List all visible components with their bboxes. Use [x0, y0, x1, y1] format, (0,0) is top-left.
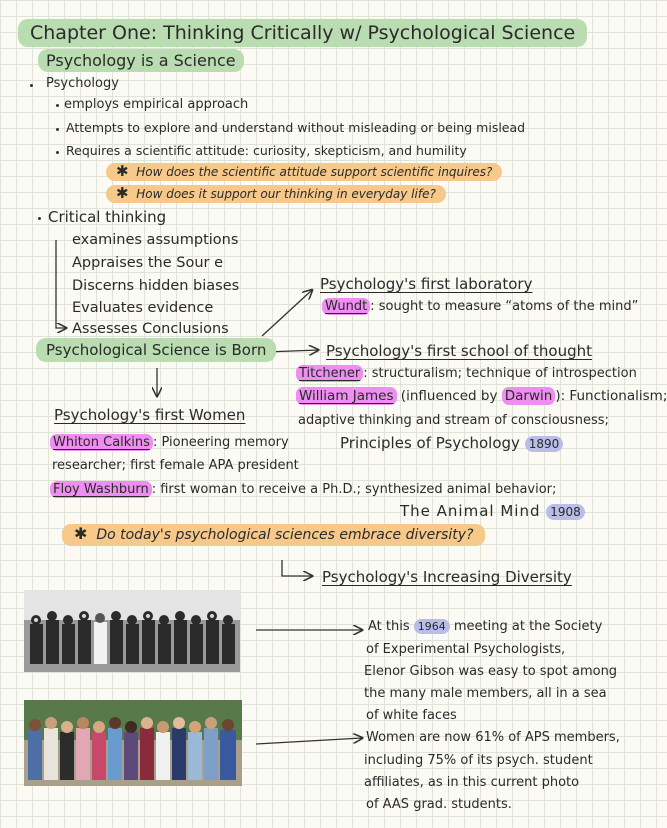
calkins-desc: : Pioneering memory — [152, 435, 289, 450]
photo-1964-meeting — [24, 590, 240, 672]
page-subtitle — [38, 53, 244, 69]
photo2-caption-line: including 75% of its psych. student — [364, 753, 593, 768]
principles-line — [340, 436, 563, 451]
diversity-question — [62, 526, 485, 542]
critical-item: Discerns hidden biases — [72, 278, 240, 294]
photo1-caption-line: of Experimental Psychologists, — [366, 642, 566, 657]
influenced-text: (influenced by — [396, 388, 502, 404]
psychology-point: Requires a scientific attitude: curiosity, skepticism, and humility — [66, 143, 467, 158]
calkins-name: Whiton Calkins — [50, 434, 153, 451]
animal-mind-year: 1908 — [546, 504, 585, 520]
question-text: How does the scientific attitude support scientific inquires? — [136, 165, 493, 179]
calkins-desc2: researcher; first female APA president — [52, 458, 299, 473]
critical-item: examines assumptions — [72, 232, 239, 248]
photo-grad-students — [24, 700, 242, 786]
lab-line — [322, 300, 638, 313]
calkins-line — [50, 436, 289, 449]
washburn-name: Floy Washburn — [50, 481, 152, 498]
bullet-icon — [38, 217, 41, 220]
critical-item: Appraises the Sour e — [72, 255, 224, 271]
photo1-caption-line: of white faces — [366, 708, 457, 723]
question-text: How does it support our thinking in everyday life? — [136, 187, 436, 201]
psychology-point: employs empirical approach — [64, 97, 249, 112]
psychology-point: Attempts to explore and understand without misleading or being mislead — [66, 120, 526, 135]
diversity-heading: Psychology's Increasing Diversity — [322, 568, 572, 586]
animal-mind-line — [400, 504, 585, 519]
caption-pre: At this — [368, 619, 414, 634]
lab-desc: : sought to measure “atoms of the mind” — [370, 299, 639, 314]
title-text: Chapter One: Thinking Critically w/ Psychological Science — [18, 19, 587, 47]
photo-1964-graphic — [24, 590, 240, 672]
photo2-caption-line: affiliates, as in this current photo — [364, 775, 580, 790]
bullet-icon — [56, 104, 59, 107]
photo1-caption-line: the many male members, all in a sea — [364, 686, 607, 701]
asterisk-icon: ✱ — [74, 524, 88, 543]
born-text: Psychological Science is Born — [36, 338, 276, 362]
women-heading: Psychology's first Women — [54, 406, 246, 424]
photo2-caption-line: of AAS grad. students. — [366, 797, 512, 812]
caption-year: 1964 — [414, 619, 450, 634]
darwin-name: Darwin — [502, 387, 556, 405]
titchener-desc: : structuralism; technique of introspection — [363, 366, 637, 381]
photo1-caption-line: Elenor Gibson was easy to spot among — [364, 664, 618, 679]
born-heading — [36, 343, 276, 358]
lab-heading: Psychology's first laboratory — [320, 275, 533, 293]
diversity-question-text: Do today's psychological sciences embrace diversity? — [96, 527, 474, 543]
caption-post: meeting at the Society — [449, 619, 603, 634]
james-line — [296, 390, 667, 404]
asterisk-icon: ✱ — [116, 162, 129, 180]
critical-heading: Critical thinking — [48, 208, 167, 226]
bullet-icon — [56, 151, 59, 154]
bullet-icon — [56, 128, 59, 131]
school-heading: Psychology's first school of thought — [326, 342, 593, 360]
principles-year: 1890 — [525, 436, 564, 452]
bullet-icon — [30, 84, 33, 87]
wundt-name: Wundt — [322, 298, 370, 315]
photo-grad-students-graphic — [24, 700, 242, 786]
school-line2: adaptive thinking and stream of consciousness; — [298, 413, 609, 428]
james-name: William James — [296, 387, 397, 405]
photo1-caption-line1 — [368, 620, 602, 633]
principles-book: Principles of Psychology — [340, 434, 520, 452]
washburn-line — [50, 483, 556, 496]
asterisk-icon: ✱ — [116, 184, 129, 202]
question-2 — [106, 186, 446, 201]
critical-item: Assesses Conclusions — [72, 321, 229, 337]
washburn-desc: : first woman to receive a Ph.D.; synthesized animal behavior; — [151, 482, 557, 497]
subtitle-text: Psychology is a Science — [38, 49, 244, 72]
titchener-name: Titchener — [296, 365, 363, 382]
psychology-heading: Psychology — [46, 76, 119, 91]
animal-mind-book: The Animal Mind — [400, 502, 541, 520]
critical-item: Evaluates evidence — [72, 300, 214, 316]
page-title — [18, 24, 587, 43]
james-desc: ): Functionalism; — [555, 388, 667, 404]
titchener-line — [296, 367, 637, 380]
question-1 — [106, 164, 502, 179]
photo2-caption-line: Women are now 61% of APS members, — [366, 730, 620, 745]
